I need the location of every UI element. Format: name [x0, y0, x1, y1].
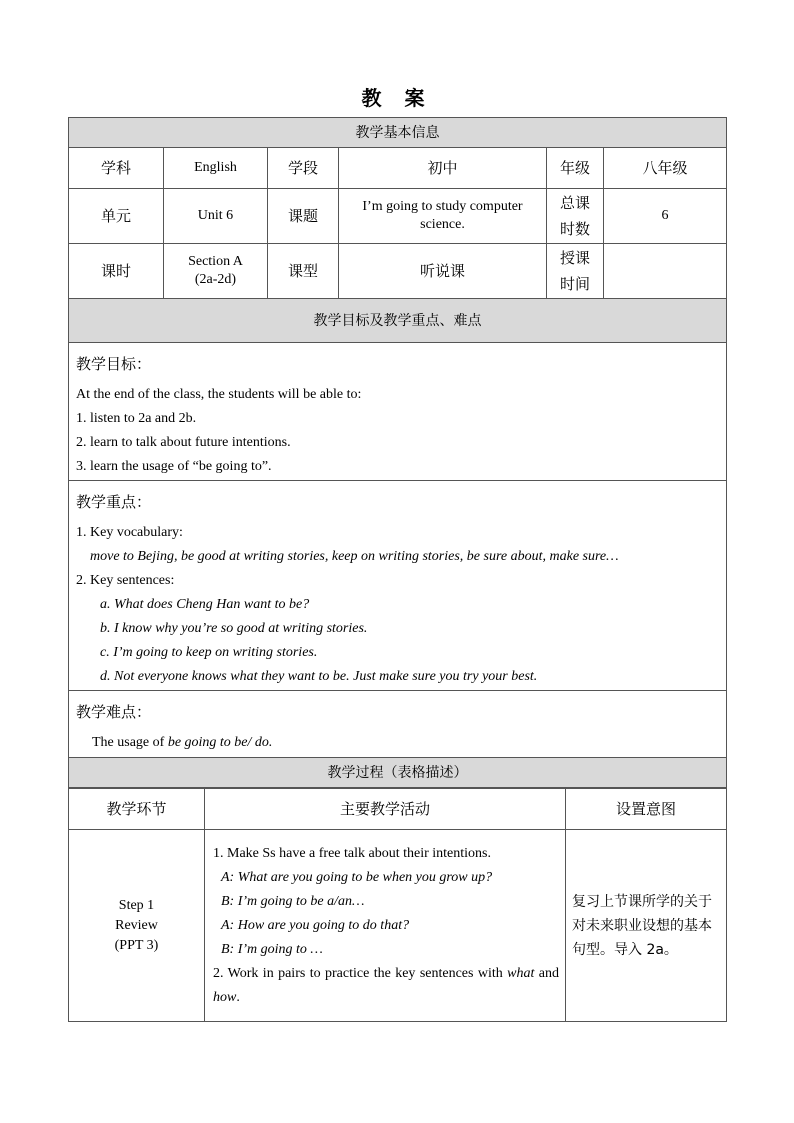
objective-line: 2. learn to talk about future intentions.: [76, 435, 291, 450]
dialog-line: A: What are you going to be when you grow up?: [221, 869, 493, 885]
vocab-label: 1. Key vocabulary:: [76, 525, 183, 540]
step-1-activity: [205, 830, 566, 1022]
type-label: 课型: [268, 244, 339, 299]
difficulty-cell: [69, 691, 727, 758]
objective-line: At the end of the class, the students will be able to:: [76, 387, 362, 402]
key-sentence: d. Not everyone knows what they want to be. Just make sure you try your best.: [100, 669, 538, 684]
topic-label: 课题: [268, 189, 339, 244]
process-band: 教学过程（表格描述）: [69, 758, 727, 788]
grade-label: 年级: [547, 148, 604, 189]
subject-value: English: [164, 148, 268, 189]
sentences-label: 2. Key sentences:: [76, 573, 175, 588]
key-sentence: c. I’m going to keep on writing stories.: [100, 645, 318, 660]
total-hours-label: 总课 时数: [547, 189, 604, 244]
objectives-cell: [69, 343, 727, 481]
topic-value: I’m going to study computer science.: [339, 189, 547, 244]
objectives-band: 教学目标及教学重点、难点: [69, 299, 727, 343]
objective-line: 3. learn the usage of “be going to”.: [76, 459, 272, 474]
difficulty-heading: 教学难点：: [76, 703, 152, 721]
page-title: 教 案: [361, 86, 433, 110]
col-intent-header: 设置意图: [566, 789, 727, 830]
total-hours-value: 6: [604, 189, 727, 244]
teaching-time-value: [604, 244, 727, 299]
period-label: 课时: [69, 244, 164, 299]
basic-info-header: 教学基本信息: [69, 118, 727, 148]
activity-line: 2. Work in pairs to practice the key sentences with what and how.: [213, 965, 560, 1005]
dialog-line: A: How are you going to do that?: [221, 917, 410, 933]
vocab-list: move to Bejing, be good at writing stories, keep on writing stories, be sure about, make sure…: [90, 549, 619, 564]
difficulty-text: The usage of be going to be/ do.: [92, 735, 273, 750]
grade-value: 八年级: [604, 148, 727, 189]
step-1-intent: 复习上节课所学的关于对未来职业设想的基本句型。导入 2a。: [566, 830, 727, 1022]
dialog-line: B: I’m going to …: [221, 941, 323, 957]
objectives-heading: 教学目标：: [76, 355, 152, 373]
key-points-heading: 教学重点：: [76, 493, 152, 511]
dialog-line: B: I’m going to be a/an…: [221, 893, 365, 909]
col-activity-header: 主要教学活动: [205, 789, 566, 830]
teaching-time-label: 授课 时间: [547, 244, 604, 299]
lesson-plan-table: [68, 117, 726, 1022]
activity-line: 1. Make Ss have a free talk about their intentions.: [213, 845, 491, 861]
unit-value: Unit 6: [164, 189, 268, 244]
stage-label: 学段: [268, 148, 339, 189]
step-1-name: Step 1 Review (PPT 3): [69, 830, 205, 1022]
type-value: 听说课: [339, 244, 547, 299]
col-step-header: 教学环节: [69, 789, 205, 830]
period-value: Section A (2a-2d): [164, 244, 268, 299]
key-points-cell: [69, 481, 727, 691]
key-sentence: b. I know why you’re so good at writing stories.: [100, 621, 368, 636]
key-sentence: a. What does Cheng Han want to be?: [100, 597, 310, 612]
objective-line: 1. listen to 2a and 2b.: [76, 411, 197, 426]
unit-label: 单元: [69, 189, 164, 244]
stage-value: 初中: [339, 148, 547, 189]
subject-label: 学科: [69, 148, 164, 189]
